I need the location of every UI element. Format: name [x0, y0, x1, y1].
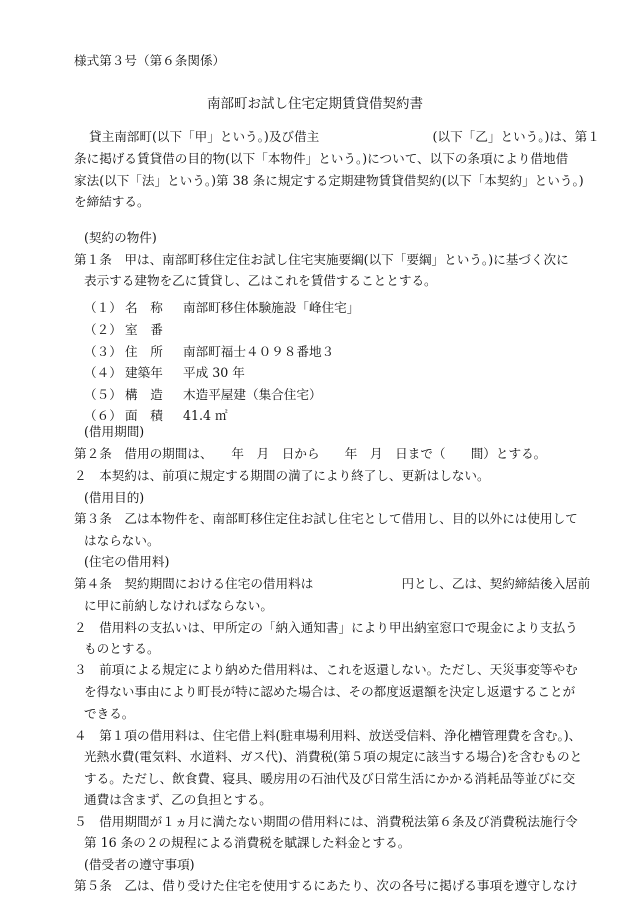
- preamble-line: 条に掲げる賃貸借の目的物(以下「本物件」という。)について、以下の条項により借地借: [74, 151, 569, 166]
- article-line: はならない。: [84, 532, 160, 548]
- article-line: 光熱水費(電気料、水道料、ガス代)、消費税(第５項の規定に該当する場合)を含むものと: [84, 749, 583, 765]
- article-line: ３ 前項による規定により納めた借用料は、これを返還しない。ただし、天災事変等やむ: [74, 662, 578, 678]
- document-title: 南部町お試し住宅定期賃貸借契約書: [207, 96, 423, 113]
- article-line: を得ない事由により町長が特に認めた場合は、その都度返還額を決定し返還することが: [84, 683, 576, 699]
- preamble-line: を締結する。: [74, 193, 150, 209]
- article-line: 第 16 条の２の規程による消費税を賦課した料金とする。: [84, 835, 411, 851]
- article-line: ２ 本契約は、前項に規定する期間の満了により終了し、更新はしない。: [74, 468, 490, 484]
- property-item-value: 41.4 ㎡: [183, 408, 228, 423]
- article-line: ものとする。: [84, 641, 160, 656]
- article-line: ４ 第１項の借用料は、住宅借上料(駐車場利用料、放送受信料、浄化槽管理費を含む。)、: [74, 727, 582, 743]
- article-heading: (住宅の借用料): [84, 554, 170, 570]
- property-item-label: 住 所: [125, 343, 163, 359]
- article-line: 第１条 甲は、南部町移住定住お試し住宅実施要綱(以下「要綱」という。)に基づく次に: [74, 251, 569, 267]
- property-item-value: 木造平屋建（集合住宅）: [183, 386, 322, 402]
- property-item-number: （３）: [84, 343, 122, 359]
- article-line: 第５条 乙は、借り受けた住宅を使用するにあたり、次の各号に掲げる事項を遵守しなけ: [74, 878, 578, 893]
- property-item-number: （４）: [84, 365, 122, 380]
- property-item-label: 面 積: [125, 408, 163, 423]
- form-label: 様式第３号（第６条関係）: [74, 53, 226, 68]
- article-heading: (借用目的): [84, 489, 145, 505]
- property-item-number: （１）: [84, 299, 122, 315]
- article-line: する。ただし、飲食費、寝具、暖房用の石油代及び日常生活にかかる消耗品等並びに交: [84, 770, 576, 786]
- property-item-value: 南部町福士４０９８番地３: [183, 343, 335, 359]
- article-heading: (借受者の遵守事項): [84, 856, 195, 872]
- property-item-value: 南部町移住体験施設「峰住宅」: [183, 299, 360, 315]
- article-line: 第２条 借用の期間は、 年 月 日から 年 月 日まで（ 間）とする。: [74, 445, 547, 461]
- article-line: ２ 借用料の支払いは、甲所定の「納入通知書」により甲出納室窓口で現金により支払う: [74, 619, 578, 635]
- property-item-label: 室 番: [125, 322, 163, 338]
- property-item-label: 建築年: [125, 365, 163, 380]
- property-item-number: （２）: [84, 322, 122, 338]
- article-line: に甲に前納しなければならない。: [84, 598, 273, 613]
- article-line: 通費は含まず、乙の負担とする。: [84, 792, 272, 808]
- article-line: できる。: [84, 706, 135, 722]
- preamble-line: 家法(以下「法」という。)第 38 条に規定する定期建物賃貸借契約(以下「本契約」という。): [74, 172, 584, 188]
- property-item-label: 構 造: [125, 386, 163, 402]
- article-line: 第３条 乙は本物件を、南部町移住定住お試し住宅として借用し、目的以外には使用して: [74, 511, 578, 527]
- article-line: ５ 借用期間が１ヵ月に満たない期間の借用料には、消費税法第６条及び消費税法施行令: [74, 813, 578, 829]
- preamble-line: 貸主南部町(以下「甲」という。)及び借主 (以下「乙」という。)は、第１: [89, 128, 600, 144]
- article-heading: (借用期間): [84, 424, 145, 440]
- property-item-value: 平成 30 年: [183, 365, 245, 380]
- article-line: 第４条 契約期間における住宅の借用料は 円とし、乙は、契約締結後入居前: [74, 575, 591, 591]
- property-item-number: （６）: [84, 408, 122, 423]
- property-item-number: （５）: [84, 386, 122, 402]
- article-heading: (契約の物件): [84, 230, 157, 246]
- article-line: 表示する建物を乙に賃貸し、乙はこれを賃借することとする。: [84, 273, 437, 289]
- property-item-label: 名 称: [125, 299, 163, 315]
